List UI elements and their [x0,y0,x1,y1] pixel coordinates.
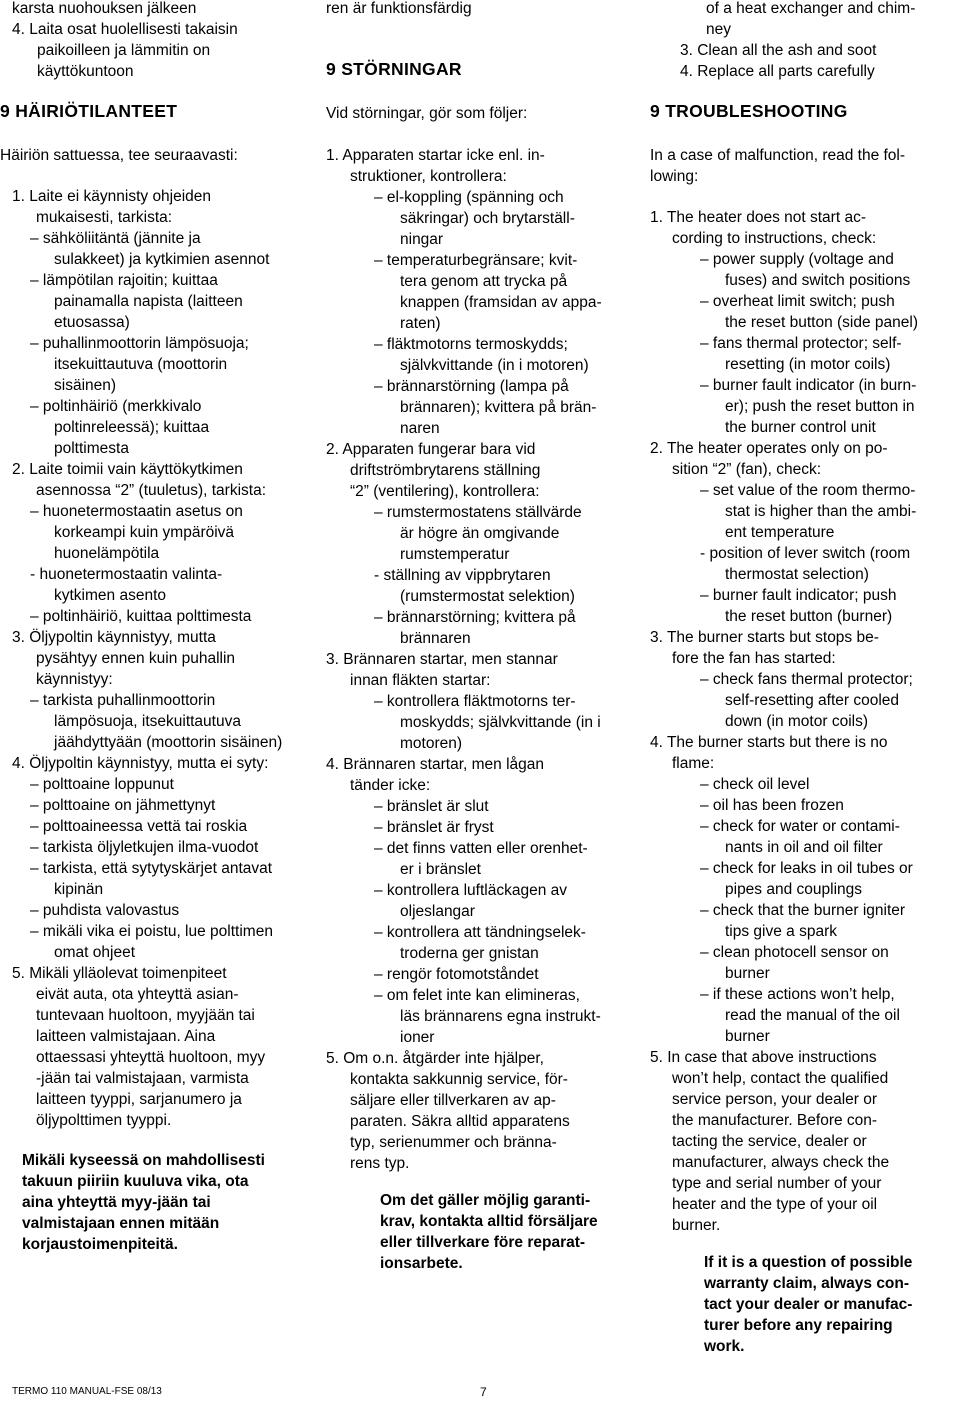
body-line: 5. Om o.n. åtgärder inte hjälper, [326,1050,544,1067]
body-line: eivät auta, ota yhteyttä asian- [36,986,239,1003]
body-line: säljare eller tillverkaren av ap- [350,1092,556,1109]
body-line: the burner control unit [725,419,876,436]
body-line: typ, serienummer och bränna- [350,1134,557,1151]
body-line: – burner fault indicator (in burn- [700,377,917,394]
body-line: ningar [400,231,444,248]
body-line: “2” (ventilering), kontrollera: [350,483,540,500]
continued-text: paikoilleen ja lämmitin on [37,42,211,59]
warranty-note: korjaustoimenpiteitä. [22,1236,178,1253]
body-line: jäähdyttyään (moottorin sisäinen) [54,734,283,751]
body-line: flame: [672,755,715,772]
body-line: – rengör fotomotståndet [374,966,539,983]
body-line: huonelämpötila [54,545,160,562]
body-line: sulakkeet) ja kytkimien asennot [54,251,270,268]
body-line: korkeampi kuin ympäröivä [54,524,235,541]
body-line: rumstemperatur [400,546,510,563]
warranty-note: krav, kontakta alltid försäljare [380,1213,598,1230]
body-line: motoren) [400,735,463,752]
body-line: – temperaturbegränsare; kvit- [374,252,578,269]
body-line: kytkimen asento [54,587,166,604]
warranty-note: takuun piiriin kuuluva vika, ota [22,1173,249,1190]
body-line: kontakta sakkunnig service, för- [350,1071,568,1088]
continued-text: 4. Replace all parts carefully [680,63,875,80]
body-line: 1. Laite ei käynnisty ohjeiden [12,188,212,205]
body-line: – check fans thermal protector; [700,671,913,688]
body-line: er i bränslet [400,861,481,878]
body-line: polttimesta [54,440,129,457]
body-line: etuosassa) [54,314,130,331]
body-line: 4. Brännaren startar, men lågan [326,756,544,773]
body-line: – kontrollera fläktmotorns ter- [374,693,576,710]
body-line: – bränslet är fryst [374,819,494,836]
body-line: cording to instructions, check: [672,230,877,247]
body-line: 5. In case that above instructions [650,1049,877,1066]
body-line: driftströmbrytarens ställning [350,462,541,479]
body-line: – mikäli vika ei poistu, lue polttimen [30,923,273,940]
body-line: ioner [400,1029,435,1046]
warranty-note: eller tillverkare före reparat- [380,1234,586,1251]
body-line: - huonetermostaatin valinta- [30,566,223,583]
body-line: – bränslet är slut [374,798,489,815]
body-line: – burner fault indicator; push [700,587,897,604]
body-line: thermostat selection) [725,566,869,583]
warranty-note: ionsarbete. [380,1255,463,1272]
body-line: 2. The heater operates only on po- [650,440,888,457]
body-line: 2. Apparaten fungerar bara vid [326,441,536,458]
body-line: fuses) and switch positions [725,272,911,289]
body-line: – rumstermostatens ställvärde [374,504,582,521]
body-line: käynnistyy: [36,671,113,688]
body-line: manufacturer, always check the [672,1154,890,1171]
body-line: – kontrollera att tändningselek- [374,924,586,941]
body-line: – el-koppling (spänning och [374,189,564,206]
continued-text: 3. Clean all the ash and soot [680,42,877,59]
body-line: tera genom att trycka på [400,273,568,290]
body-line: fore the fan has started: [672,650,836,667]
body-line: 4. The burner starts but there is no [650,734,888,751]
body-line: service person, your dealer or [672,1091,878,1108]
body-line: – oil has been frozen [700,797,844,814]
body-line: painamalla napista (laitteen [54,293,243,310]
body-line: – puhallinmoottorin lämpösuoja; [30,335,249,352]
section-heading: 9 STÖRNINGAR [326,59,462,79]
body-line: – lämpötilan rajoitin; kuittaa [30,272,218,289]
body-line: – poltinhäiriö, kuittaa polttimesta [30,608,252,625]
body-line: – kontrollera luftläckagen av [374,882,568,899]
continued-text: käyttökuntoon [37,63,134,80]
body-line: – fläktmotorns termoskydds; [374,336,568,353]
body-line: – puhdista valovastus [30,902,180,919]
body-line: – power supply (voltage and [700,251,894,268]
warranty-note: valmistajaan ennen mitään [22,1215,220,1232]
body-line: – det finns vatten eller orenhet- [374,840,588,857]
body-line: oljeslangar [400,903,475,920]
body-line: laitteen tyyppi, sarjanumero ja [36,1091,242,1108]
body-line: 1. The heater does not start ac- [650,209,866,226]
body-line: – brännarstörning (lampa på [374,378,569,395]
body-line: – sähköliitäntä (jännite ja [30,230,201,247]
body-line: won’t help, contact the qualified [672,1070,889,1087]
body-line: – check that the burner igniter [700,902,906,919]
body-line: er); push the reset button in [725,398,915,415]
body-line: struktioner, kontrollera: [350,168,507,185]
body-line: raten) [400,315,441,332]
warranty-note: Mikäli kyseessä on mahdollisesti [22,1152,265,1169]
body-line: – check for water or contami- [700,818,900,835]
body-line: – check oil level [700,776,810,793]
body-line: – check for leaks in oil tubes or [700,860,913,877]
body-line: 4. Öljypoltin käynnistyy, mutta ei syty: [12,755,269,772]
body-line: mukaisesti, tarkista: [36,209,173,226]
body-line: pipes and couplings [725,881,863,898]
continued-text: ney [706,21,731,38]
body-line: ottaessasi yhteyttä huoltoon, myy [36,1049,266,1066]
warranty-note: If it is a question of possible [704,1254,913,1271]
body-line: burner [725,1028,770,1045]
body-line: knappen (framsidan av appa- [400,294,602,311]
body-line: type and serial number of your [672,1175,882,1192]
body-line: heater and the type of your oil [672,1196,878,1213]
continued-text: ren är funktionsfärdig [326,0,472,17]
body-line: (rumstermostat selektion) [400,588,575,605]
body-line: säkringar) och brytarställ- [400,210,575,227]
body-line: – tarkista puhallinmoottorin [30,692,216,709]
body-line: 5. Mikäli ylläolevat toimenpiteet [12,965,227,982]
body-line: poltinreleessä); kuittaa [54,419,210,436]
body-line: 3. The burner starts but stops be- [650,629,879,646]
body-line: brännaren [400,630,471,647]
intro-text: In a case of malfunction, read the fol- [650,147,906,164]
body-line: - position of lever switch (room [700,545,911,562]
body-line: – huonetermostaatin asetus on [30,503,243,520]
body-line: burner. [672,1217,721,1234]
warranty-note: Om det gäller möjlig garanti- [380,1192,591,1209]
page-number: 7 [480,1385,487,1399]
body-line: – polttoaine on jähmettynyt [30,797,216,814]
intro-text: Häiriön sattuessa, tee seuraavasti: [0,147,238,164]
body-line: - ställning av vippbrytaren [374,567,551,584]
section-heading: 9 TROUBLESHOOTING [650,101,848,121]
body-line: – tarkista, että sytytyskärjet antavat [30,860,273,877]
continued-text: karsta nuohouksen jälkeen [12,0,197,17]
body-line: läs brännarens egna instrukt- [400,1008,601,1025]
body-line: innan fläkten startar: [350,672,491,689]
body-line: 2. Laite toimii vain käyttökytkimen [12,461,243,478]
body-line: itsekuittautuva (moottorin [54,356,228,373]
body-line: kipinän [54,881,104,898]
body-line: – om felet inte kan elimineras, [374,987,580,1004]
body-line: stat is higher than the ambi- [725,503,917,520]
body-line: självkvittande (in i motoren) [400,357,589,374]
body-line: omat ohjeet [54,944,135,961]
body-line: resetting (in motor coils) [725,356,891,373]
body-line: 3. Brännaren startar, men stannar [326,651,558,668]
footer-doc-id: TERMO 110 MANUAL-FSE 08/13 [12,1386,162,1397]
body-line: sition “2” (fan), check: [672,461,822,478]
body-line: laitteen valmistajaan. Aina [36,1028,216,1045]
body-line: troderna ger gnistan [400,945,539,962]
body-line: pysähtyy ennen kuin puhallin [36,650,236,667]
body-line: down (in motor coils) [725,713,868,730]
body-line: tips give a spark [725,923,837,940]
body-line: the reset button (burner) [725,608,893,625]
warranty-note: work. [704,1338,745,1355]
warranty-note: warranty claim, always con- [704,1275,910,1292]
warranty-note: tact your dealer or manufac- [704,1296,913,1313]
body-line: är högre än omgivande [400,525,560,542]
body-line: tuntevaan huoltoon, myyjään tai [36,1007,255,1024]
body-line: read the manual of the oil [725,1007,900,1024]
continued-text: 4. Laita osat huolellisesti takaisin [12,21,238,38]
body-line: – if these actions won’t help, [700,986,895,1003]
body-line: the manufacturer. Before con- [672,1112,878,1129]
body-line: ent temperature [725,524,835,541]
warranty-note: turer before any repairing [704,1317,893,1334]
continued-text: of a heat exchanger and chim- [706,0,916,17]
body-line: – set value of the room thermo- [700,482,916,499]
body-line: – brännarstörning; kvittera på [374,609,576,626]
body-line: 1. Apparaten startar icke enl. in- [326,147,545,164]
body-line: rens typ. [350,1155,410,1172]
body-line: lämpösuoja, itsekuittautuva [54,713,241,730]
body-line: naren [400,420,440,437]
body-line: 3. Öljypoltin käynnistyy, mutta [12,629,216,646]
body-line: burner [725,965,770,982]
body-line: – polttoaineessa vettä tai roskia [30,818,248,835]
body-line: – clean photocell sensor on [700,944,889,961]
body-line: nants in oil and oil filter [725,839,883,856]
body-line: – polttoaine loppunut [30,776,174,793]
body-line: tänder icke: [350,777,431,794]
body-line: self-resetting after cooled [725,692,900,709]
intro-text: lowing: [650,168,699,185]
intro-text: Vid störningar, gör som följer: [326,105,528,122]
body-line: asennossa “2” (tuuletus), tarkista: [36,482,267,499]
warranty-note: aina yhteyttä myy-jään tai [22,1194,211,1211]
body-line: brännaren); kvittera på brän- [400,399,597,416]
section-heading: 9 HÄIRIÖTILANTEET [0,101,178,121]
body-line: öljypolttimen tyyppi. [36,1112,172,1129]
body-line: moskydds; självkvittande (in i [400,714,601,731]
body-line: sisäinen) [54,377,117,394]
body-line: paraten. Säkra alltid apparatens [350,1113,570,1130]
body-line: the reset button (side panel) [725,314,919,331]
body-line: – poltinhäiriö (merkkivalo [30,398,202,415]
body-line: – fans thermal protector; self- [700,335,902,352]
body-line: tacting the service, dealer or [672,1133,867,1150]
body-line: -jään tai valmistajaan, varmista [36,1070,249,1087]
body-line: – tarkista öljyletkujen ilma-vuodot [30,839,259,856]
body-line: – overheat limit switch; push [700,293,895,310]
